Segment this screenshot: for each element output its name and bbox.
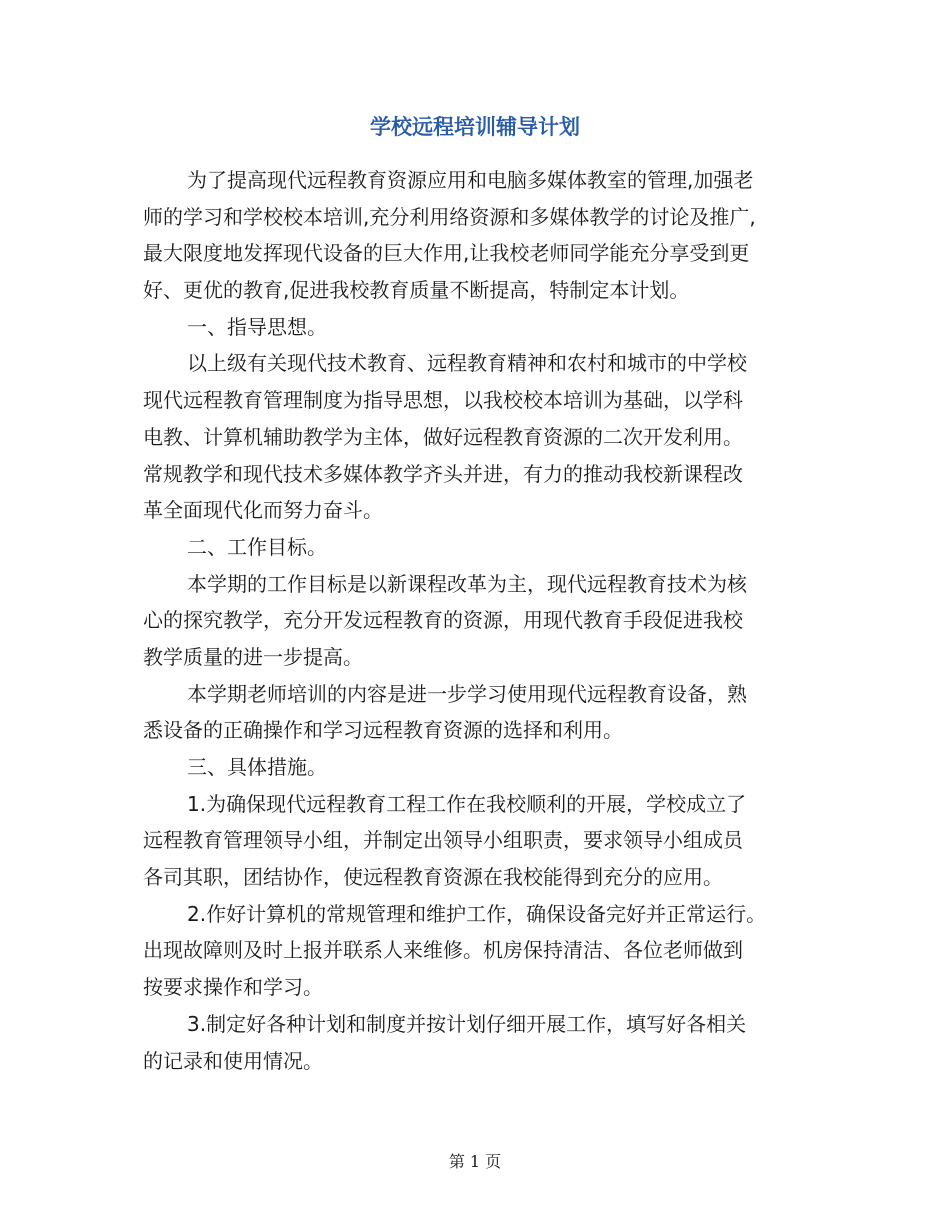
text-line: 好、更优的教育,促进我校教育质量不断提高，特制定本计划。 bbox=[143, 278, 690, 303]
text-line: 2.作好计算机的常规管理和维护工作，确保设备完好并正常运行。 bbox=[187, 901, 767, 926]
text-line: 革全面现代化而努力奋斗。 bbox=[143, 498, 383, 523]
text-line: 心的探究教学，充分开发远程教育的资源，用现代教育手段促进我校 bbox=[143, 608, 743, 633]
text-line: 教学质量的进一步提高。 bbox=[143, 644, 363, 669]
section-heading: 二、工作目标。 bbox=[187, 534, 327, 559]
document-body bbox=[143, 162, 823, 1079]
page-number: 第 1 页 bbox=[448, 1152, 502, 1171]
text-line: 常规教学和现代技术多媒体教学齐头并进，有力的推动我校新课程改 bbox=[143, 461, 743, 486]
text-line: 以上级有关现代技术教育、远程教育精神和农村和城市的中学校 bbox=[187, 351, 747, 376]
text-line: 的记录和使用情况。 bbox=[143, 1048, 323, 1073]
section-heading: 一、指导思想。 bbox=[187, 314, 327, 339]
text-line: 最大限度地发挥现代设备的巨大作用,让我校老师同学能充分享受到更 bbox=[143, 241, 750, 266]
text-line: 悉设备的正确操作和学习远程教育资源的选择和利用。 bbox=[143, 718, 623, 743]
text-line: 本学期的工作目标是以新课程改革为主，现代远程教育技术为核 bbox=[187, 571, 747, 596]
text-line: 电教、计算机辅助教学为主体，做好远程教育资源的二次开发利用。 bbox=[143, 424, 743, 449]
text-line: 按要求操作和学习。 bbox=[143, 975, 323, 1000]
text-line: 出现故障则及时上报并联系人来维修。机房保持清洁、各位老师做到 bbox=[143, 938, 743, 963]
text-line: 本学期老师培训的内容是进一步学习使用现代远程教育设备，熟 bbox=[187, 681, 747, 706]
section-heading: 三、具体措施。 bbox=[187, 755, 327, 779]
text-line: 各司其职，团结协作，使远程教育资源在我校能得到充分的应用。 bbox=[143, 865, 723, 890]
document-title: 学校远程培训辅导计划 bbox=[370, 114, 580, 139]
text-line: 远程教育管理领导小组，并制定出领导小组职责，要求领导小组成员 bbox=[143, 828, 743, 853]
text-line: 现代远程教育管理制度为指导思想，以我校校本培训为基础，以学科 bbox=[143, 388, 743, 413]
text-line: 1.为确保现代远程教育工程工作在我校顺利的开展，学校成立了 bbox=[187, 791, 747, 816]
text-line: 为了提高现代远程教育资源应用和电脑多媒体教室的管理,加强老 bbox=[187, 168, 754, 192]
text-line: 师的学习和学校校本培训,充分利用络资源和多媒体教学的讨论及推广, bbox=[143, 204, 756, 229]
text-line: 3.制定好各种计划和制度并按计划仔细开展工作，填写好各相关 bbox=[187, 1011, 747, 1036]
